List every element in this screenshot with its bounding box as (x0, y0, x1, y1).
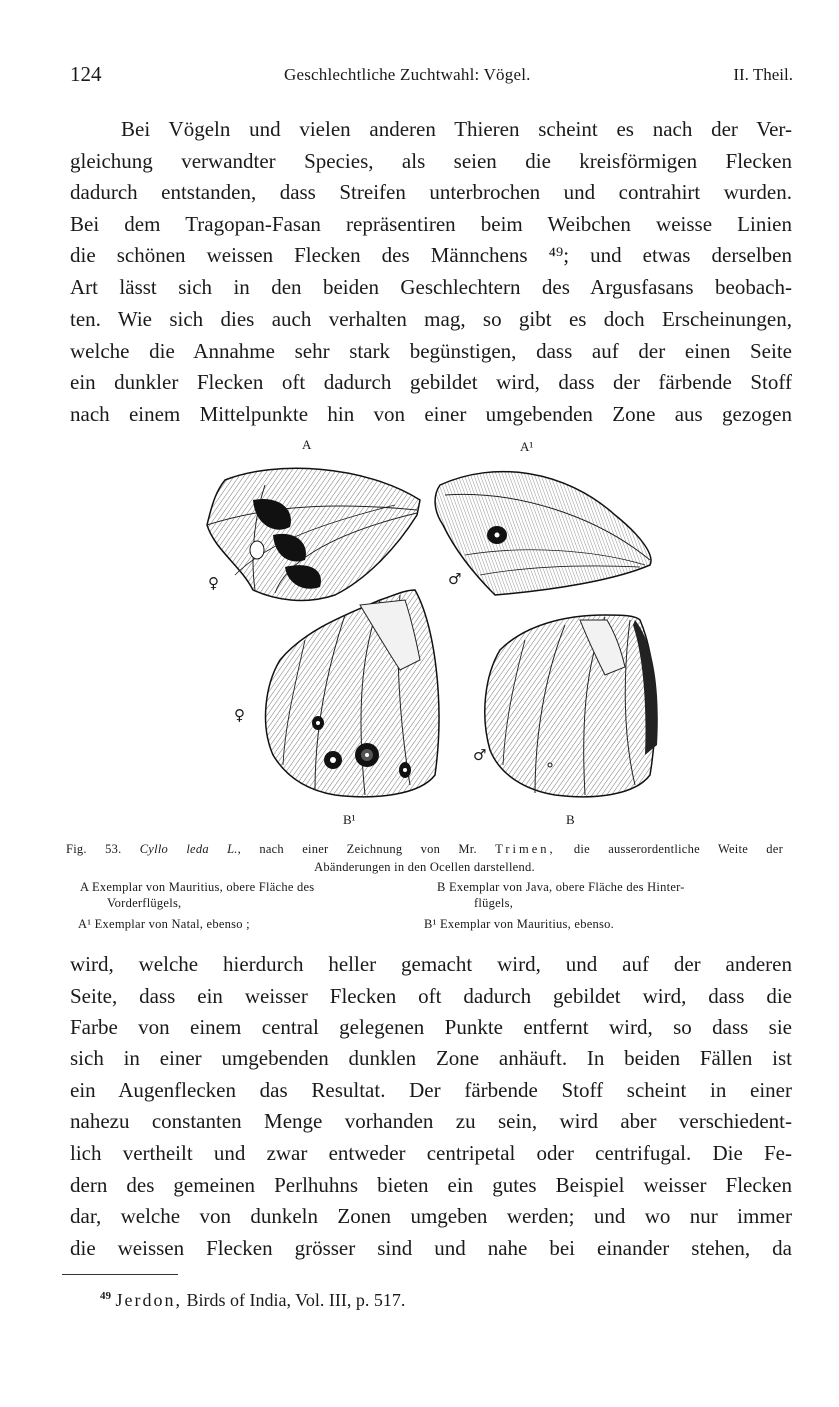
text-line: Farbe von einem central gelegenen Punkte entfernt wird, so dass sie (70, 1015, 792, 1039)
caption-text: die ausserordentliche Weite der (573, 842, 784, 856)
legend-a-cont: Vorderflügels, (107, 896, 182, 910)
female-symbol-a: ♀ (208, 574, 219, 592)
text-line: wird, welche hierdurch heller gemacht wird, und auf der anderen (70, 952, 792, 976)
text-line: sich in einer umgebenden dunklen Zone anhäuft. In beiden Fällen ist (70, 1046, 792, 1070)
wing-b1 (266, 590, 439, 797)
caption-species: Cyllo leda L., (139, 842, 242, 856)
legend-b1: B¹ Exemplar von Mauritius, ebenso. (424, 917, 614, 931)
figure-label-a: A (302, 437, 312, 452)
figure-caption-line2: Abänderungen in den Ocellen darstellend. (314, 860, 535, 874)
page-number: 124 (70, 62, 102, 86)
text-line: ten. Wie sich dies auch verhalten mag, so gibt es doch Erscheinungen, (70, 307, 792, 331)
footnote-marker: 49 (100, 1290, 111, 1302)
text-line: Bei Vögeln und vielen anderen Thieren scheint es nach der Ver- (121, 117, 792, 141)
wing-a1 (435, 472, 651, 595)
figure-label-a1: A¹ (520, 439, 534, 454)
caption-author: Trimen, (495, 842, 556, 856)
legend-a1: A¹ Exemplar von Natal, ebenso ; (78, 917, 250, 931)
wing-a (207, 468, 420, 600)
text-line: dern des gemeinen Perlhuhns bieten ein gutes Beispiel weisser Flecken (70, 1173, 792, 1197)
footnote-rule (62, 1274, 178, 1275)
legend-b-cont: flügels, (474, 896, 514, 910)
female-symbol-b1: ♀ (234, 706, 245, 724)
text-line: gleichung verwandter Species, als seien die kreisförmigen Flecken (70, 149, 792, 173)
male-symbol-b: ♂ (473, 746, 487, 764)
footnote (100, 1290, 405, 1311)
figure-label-b1: B¹ (343, 812, 356, 827)
male-symbol-a1: ♂ (448, 570, 462, 588)
footnote-author: Jerdon, (115, 1290, 182, 1310)
running-title: Geschlechtliche Zuchtwahl: Vögel. (284, 65, 531, 84)
footnote-text: Birds of India, Vol. III, p. 517. (186, 1290, 406, 1310)
text-line: nach einem Mittelpunkte hin von einer umgebenden Zone aus gezogen (70, 402, 792, 426)
text-line: Bei dem Tragopan-Fasan repräsentiren beim Weibchen weisse Linien (70, 212, 792, 236)
legend-a: A Exemplar von Mauritius, obere Fläche des (80, 880, 315, 894)
text-line: lich vertheilt und zwar entweder centripetal oder centrifugal. Die Fe- (70, 1141, 792, 1165)
wing-b (485, 615, 658, 797)
text-line: Seite, dass ein weisser Flecken oft dadurch gebildet wird, dass die (70, 984, 792, 1008)
butterfly-wings-figure (195, 455, 665, 810)
text-line: die weissen Flecken grösser sind und nahe bei einander stehen, da (70, 1236, 792, 1260)
text-line: nahezu constanten Menge vorhanden zu sein, wird aber verschiedent- (70, 1109, 792, 1133)
text-line: Art lässt sich in den beiden Geschlechtern des Argusfasans beobach- (70, 275, 792, 299)
text-line: dadurch entstanden, dass Streifen unterbrochen und contrahirt wurden. (70, 180, 792, 204)
text-line: welche die Annahme sehr stark begünstigen, dass auf der einen Seite (70, 339, 792, 363)
text-line: ein Augenflecken das Resultat. Der färbende Stoff scheint in einer (70, 1078, 792, 1102)
text-line: dar, welche von dunkeln Zonen umgeben werden; und wo nur immer (70, 1204, 792, 1228)
text-line: ein dunkler Flecken oft dadurch gebildet wird, dass der färbende Stoff (70, 370, 792, 394)
figure-caption-line1 (66, 841, 783, 857)
caption-text: nach einer Zeichnung von Mr. (259, 842, 477, 856)
legend-b: B Exemplar von Java, obere Fläche des Hinter- (437, 880, 685, 894)
text-line: die schönen weissen Flecken des Männchens ⁴⁹; und etwas derselben (70, 243, 792, 267)
figure-label-b: B (566, 812, 575, 827)
caption-fig-number: Fig. 53. (66, 842, 122, 856)
part-label: II. Theil. (733, 65, 793, 84)
